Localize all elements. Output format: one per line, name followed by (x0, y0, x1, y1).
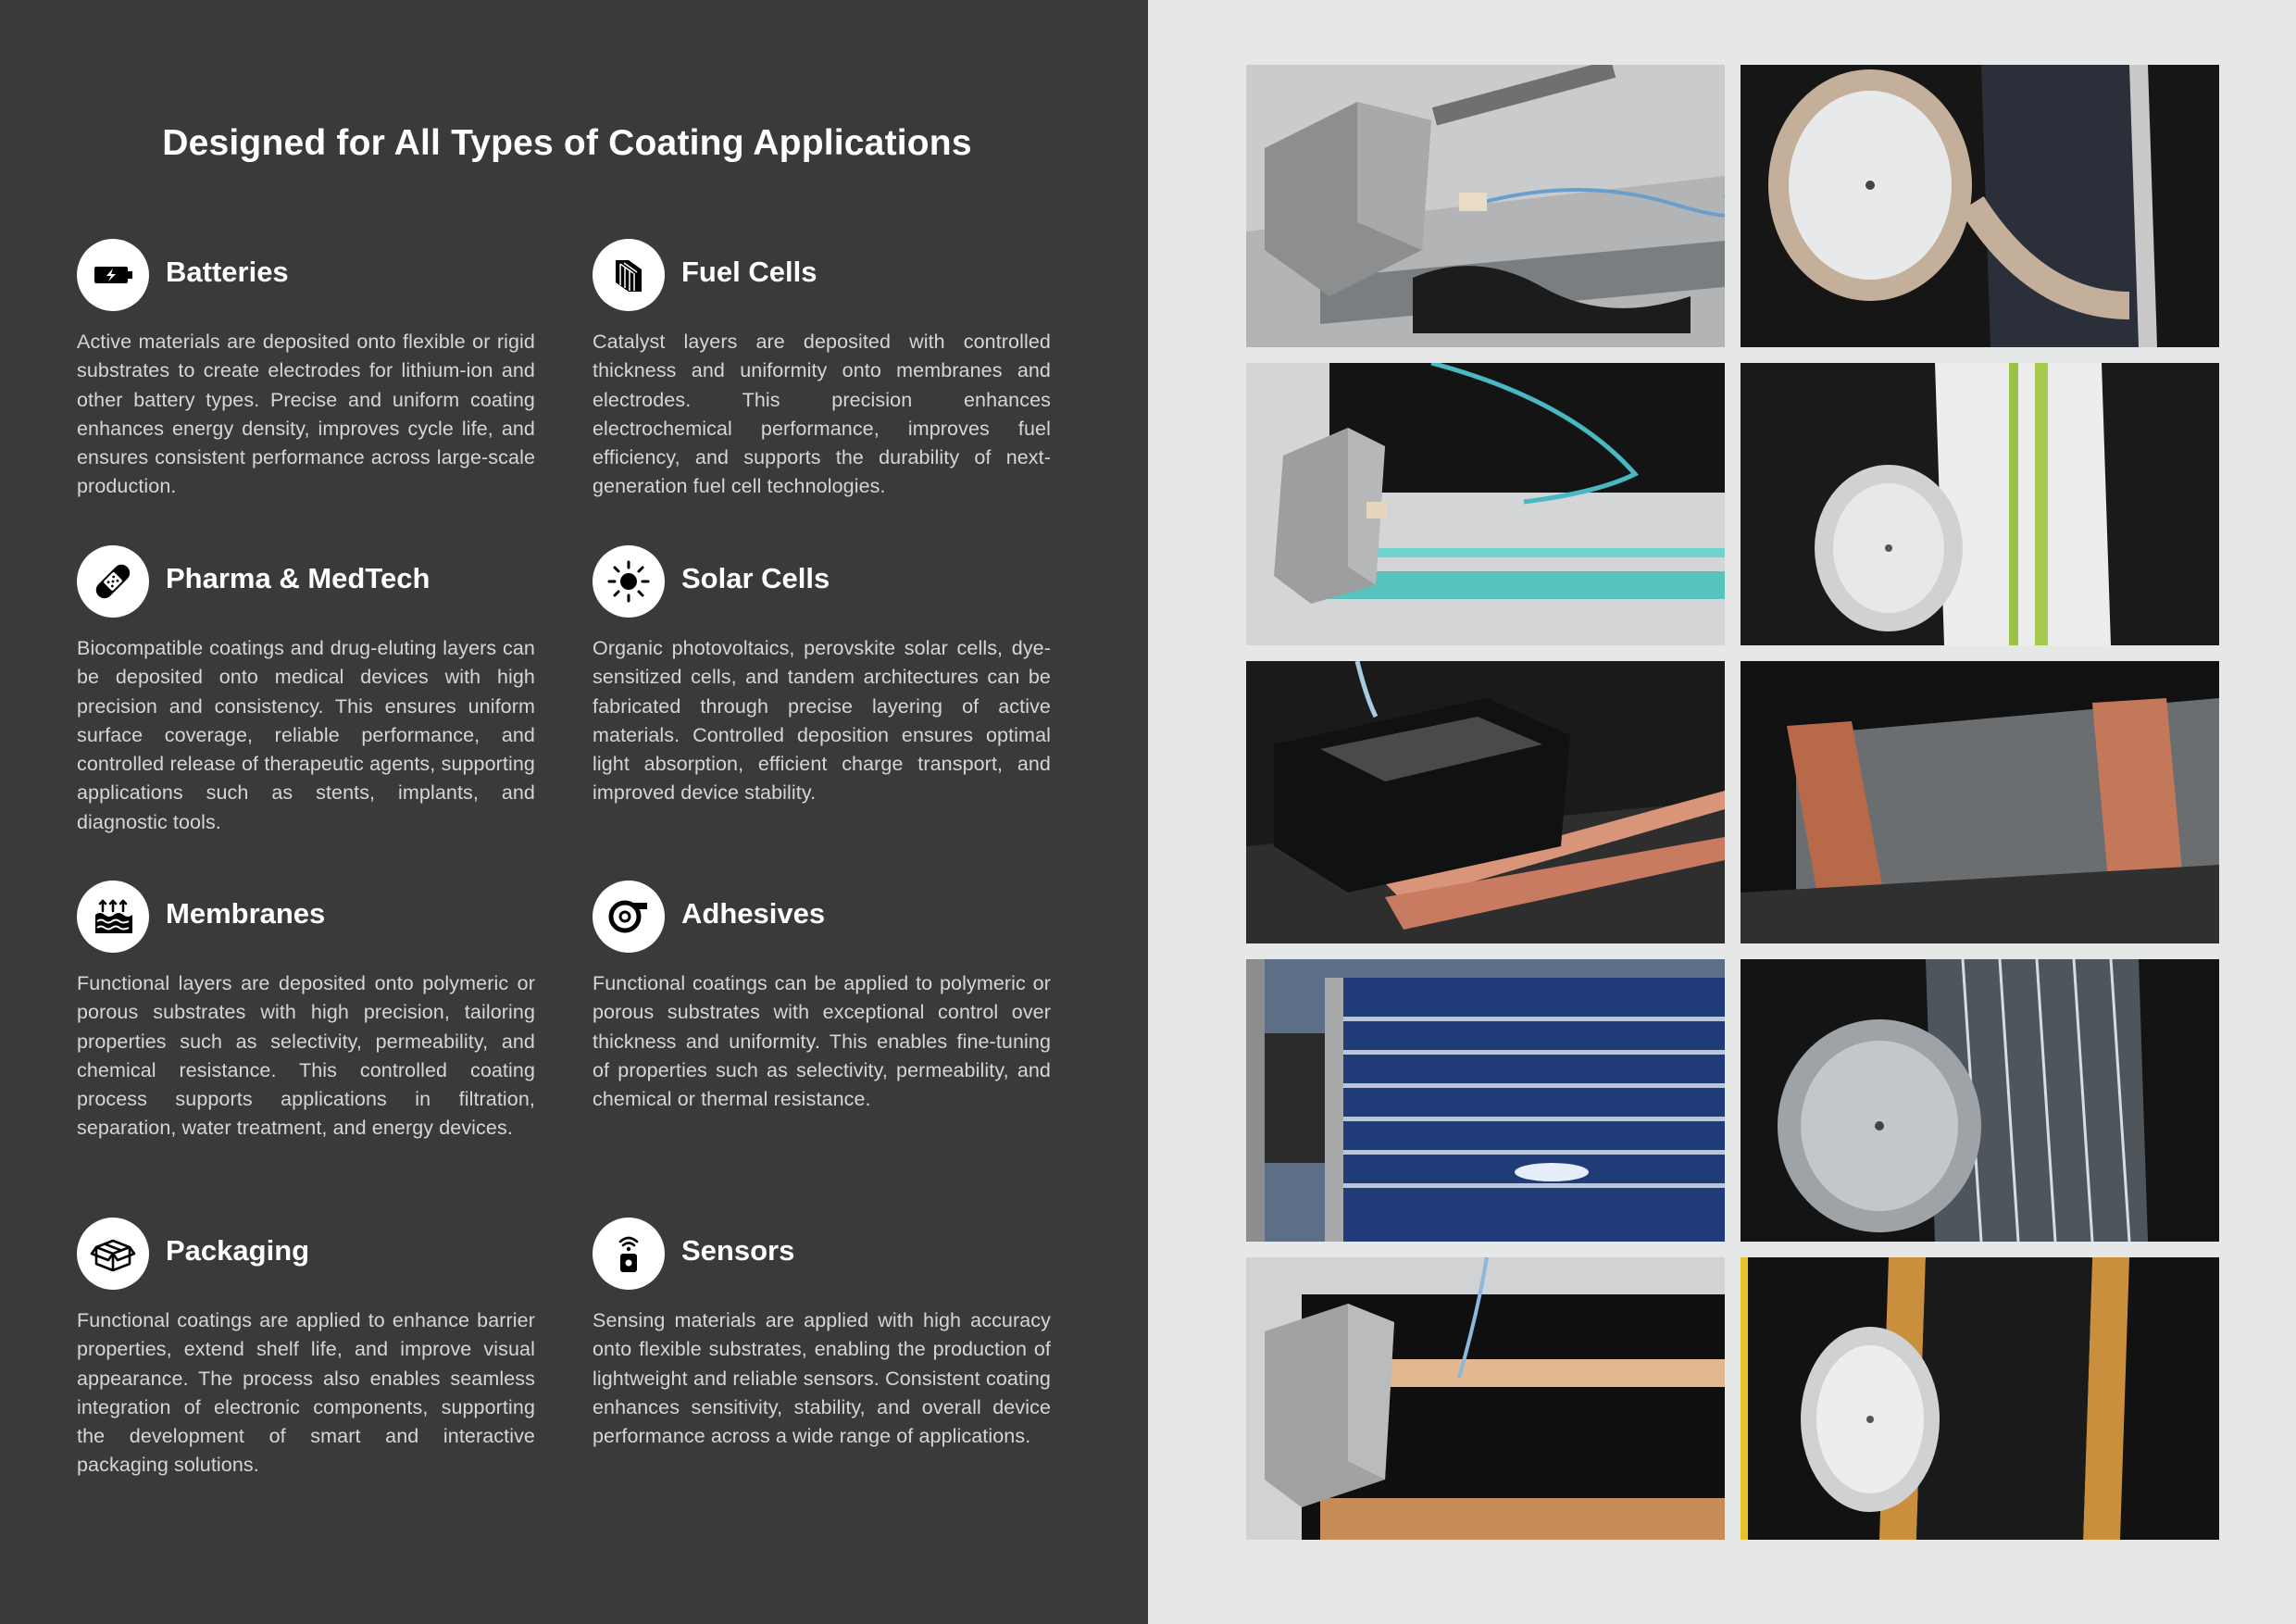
page-title: Designed for All Types of Coating Applications (162, 123, 972, 163)
application-description: Organic photovoltaics, perovskite solar cells, dye-sensitized cells, and tandem architectures can be fabricated through precise layering of active materials. Controlled deposition ensures optimal light absorption, efficient charge transport, and improved device stability. (593, 637, 1051, 805)
photo-transparent-film-roller (1741, 959, 2219, 1242)
box-icon (77, 1218, 149, 1290)
photo-slot-die-wood-substrate (1246, 1257, 1725, 1540)
photo-roll-to-roll-green-stripes (1741, 363, 2219, 645)
application-card-packaging (77, 1218, 535, 1480)
application-title: Packaging (166, 1234, 310, 1267)
application-title: Solar Cells (681, 562, 830, 594)
application-description: Sensing materials are applied with high accuracy onto flexible substrates, enabling the production of lightweight and reliable sensors. Consistent coating enhances sensitivity, stability, and overall device performance across a wide range of applications. (593, 1309, 1051, 1448)
application-description: Biocompatible coatings and drug-eluting layers can be deposited onto medical devices with high precision and consistency. This ensures uniform surface coverage, reliable performance, and controlled release of therapeutic agents, supporting applications such as stents, implants, and diagnostic tools. (77, 637, 535, 833)
application-card-sensors (593, 1218, 1051, 1451)
photo-slot-die-coater-silver (1246, 65, 1725, 347)
fuel-cell-stack-icon (593, 239, 665, 311)
application-title: Sensors (681, 1234, 795, 1267)
application-description: Active materials are deposited onto flexible or rigid substrates to create electrodes for lithium-ion and other battery types. Precise and uniform coating enhances energy density, improves cycle life, and ensures consistent performance across large-scale production. (77, 331, 535, 498)
application-card-adhesives (593, 881, 1051, 1114)
application-title: Adhesives (681, 897, 826, 930)
application-title: Pharma & MedTech (166, 562, 430, 594)
application-card-solar-cells (593, 545, 1051, 808)
photo-slot-die-teal-coating (1246, 363, 1725, 645)
application-description: Functional layers are deposited onto polymeric or porous substrates with high precision, tailoring properties such as selectivity, permeability, and chemical resistance. This controlled coating process supports applications in filtration, separation, water treatment, and energy devices. (77, 972, 535, 1140)
photo-copper-foil-roller (1741, 661, 2219, 943)
photo-blue-striped-coating (1246, 959, 1725, 1242)
photo-amber-film-roller (1741, 1257, 2219, 1540)
application-description: Functional coatings can be applied to polymeric or porous substrates with exceptional control over thickness and uniformity. This enables fine-tuning of properties such as selectivity, permeability, and chemical or thermal resistance. (593, 972, 1051, 1111)
application-card-fuel-cells (593, 239, 1051, 502)
application-card-membranes (77, 881, 535, 1143)
application-title: Fuel Cells (681, 256, 817, 288)
application-title: Batteries (166, 256, 289, 288)
tape-roll-icon (593, 881, 665, 953)
application-card-batteries (77, 239, 535, 502)
bandage-icon (77, 545, 149, 618)
photo-gallery (1148, 0, 2296, 1624)
sensor-icon (593, 1218, 665, 1290)
application-card-pharma-medtech (77, 545, 535, 837)
sun-icon (593, 545, 665, 618)
membrane-icon (77, 881, 149, 953)
photo-roll-to-roll-dark-film (1741, 65, 2219, 347)
application-description: Catalyst layers are deposited with controlled thickness and uniformity onto membranes and electrodes. This precision enhances electrochemical performance, improves fuel efficiency, and supports the durability of next-generation fuel cell technologies. (593, 331, 1051, 498)
application-title: Membranes (166, 897, 326, 930)
battery-icon (77, 239, 149, 311)
application-description: Functional coatings are applied to enhance barrier properties, extend shelf life, and improve visual appearance. The process also enables seamless integration of electronic components, supporting the development of smart and interactive packaging solutions. (77, 1309, 535, 1477)
photo-doctor-blade-copper (1246, 661, 1725, 943)
